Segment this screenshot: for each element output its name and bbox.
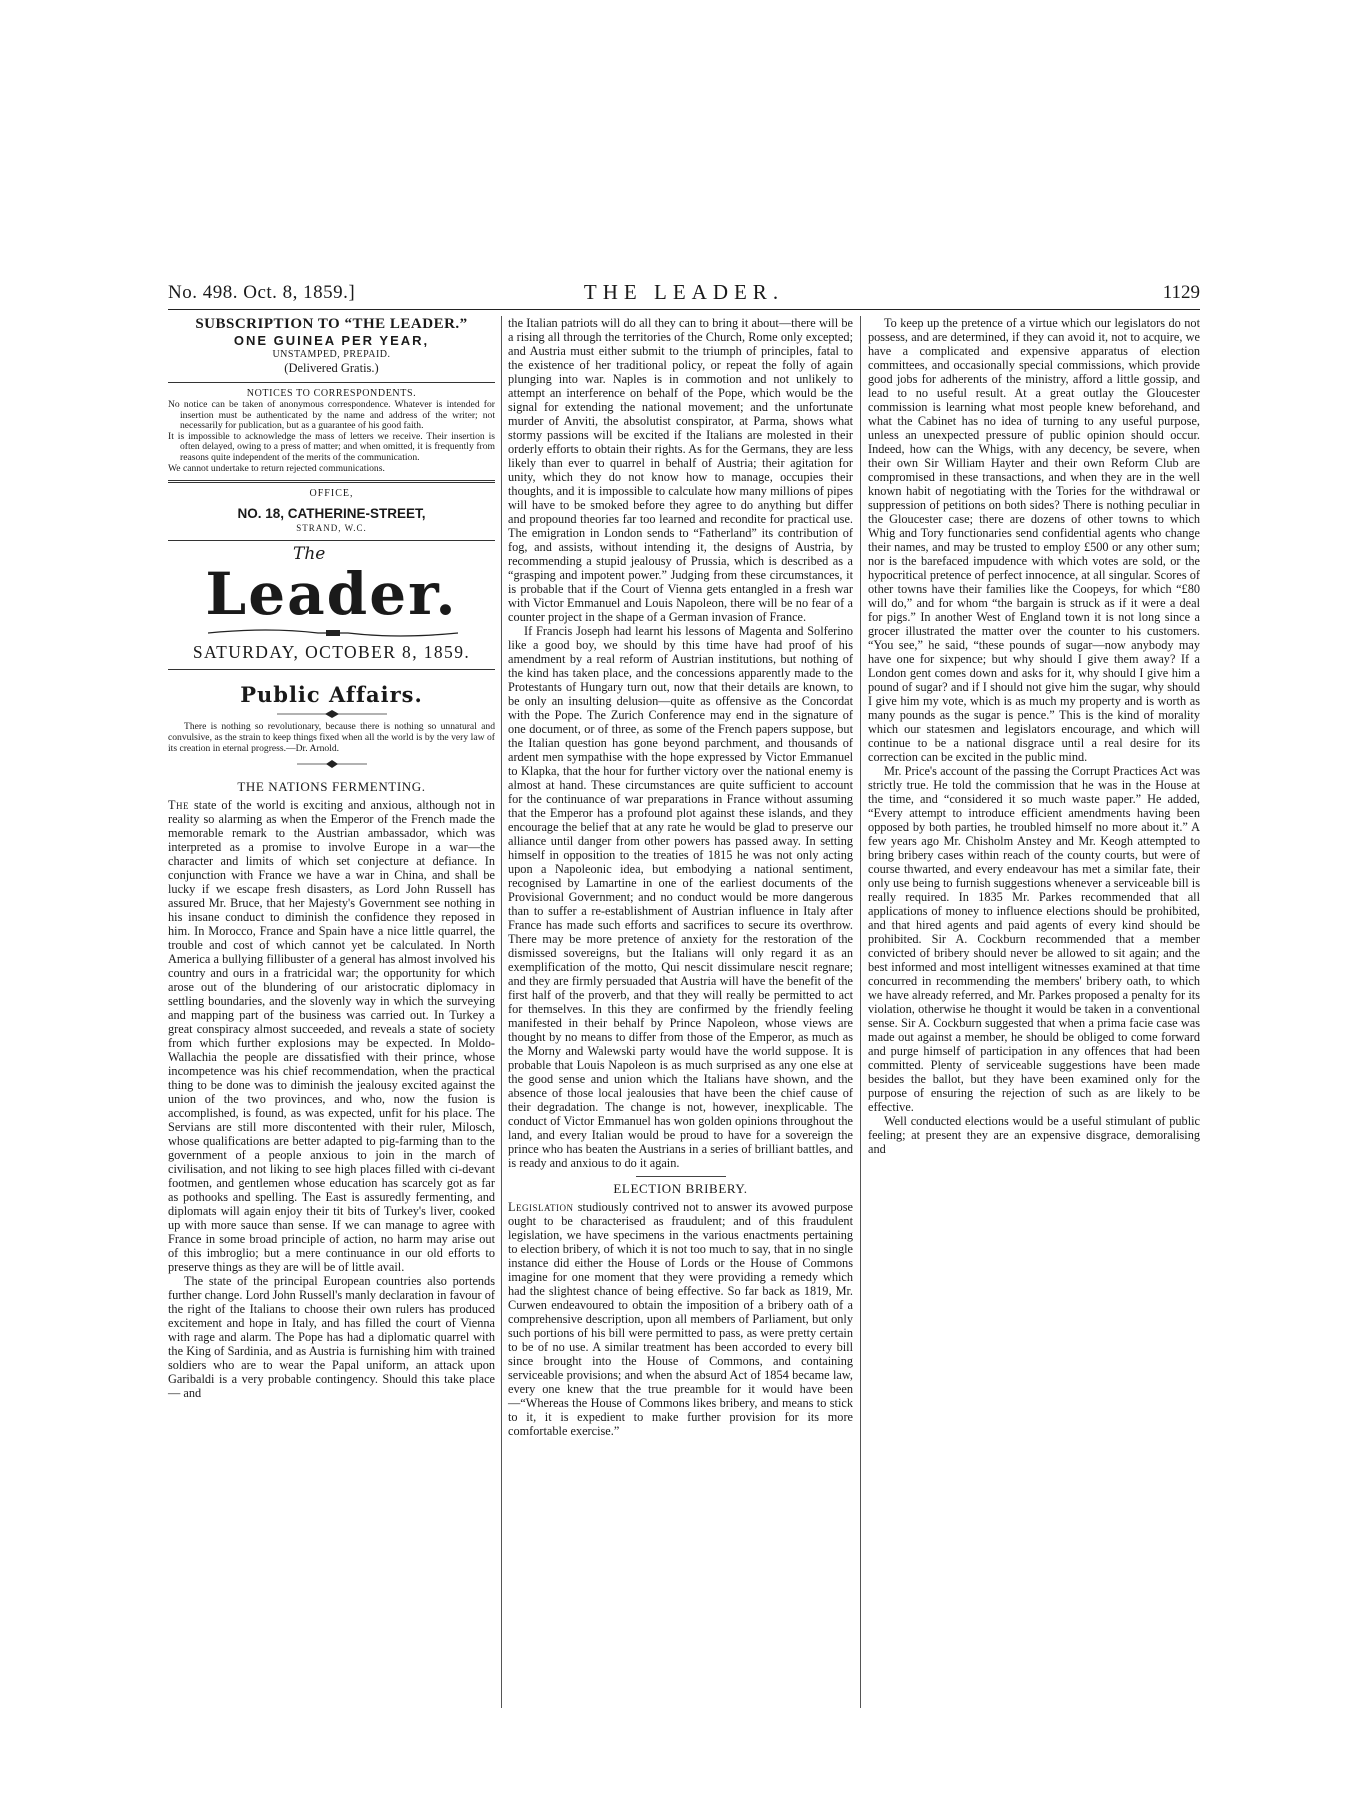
office-label: OFFICE,: [309, 488, 354, 500]
column-2: [508, 316, 853, 1438]
column-divider-1: [501, 316, 502, 1708]
notice-item: We cannot undertake to return rejected communications.: [168, 462, 385, 474]
section-title: Public Affairs.: [240, 682, 423, 708]
paragraph-text: studiously contrived not to answer its avowed purpose ought to be characterised as fraudulent; and of this fraudulent legislation, we have specimens in the various enactments pertaining to election bribery, of which it is not too much to say, that in no single instance did either the House of Lords or the House of Commons imagine for one moment that they were providing a remedy which had the slightest chance of being effective. So far back as 1819, Mr. Curwen endeavoured to obtain the imposition of a bribery oath of a comprehensive description, upon all members of Parliament, but only such portions of his bill were permitted to pass, as were pretty certain to be of no use. A similar treatment has been accorded to every bill since brought into the House of Commons, and containing serviceable provisions; and when the absurd Act of 1854 became law, every one knew that the true preamble for it would have been—“Whereas the House of Commons likes bribery, and means to stick to it, it is expedient to make further provision for its more comfortable exercise.”: [508, 1200, 853, 1438]
article-paragraph: The state of the principal European countries also portends further change. Lord John Russell's manly declaration in favour of the right of the Italians to choose their own rulers has produced excitement and hope in Italy, and has filled the court of Vienna with rage and alarm. The Pope has had a diplomatic quarrel with the King of Sardinia, and as Austria is furnishing him with trained soldiers who are to wear the Papal uniform, an attack upon Garibaldi is a very probable contingency. Should this take place — and: [168, 1274, 495, 1401]
issue-number: No. 498.: [168, 282, 238, 303]
article-paragraph: [168, 798, 495, 1274]
double-divider: [168, 480, 495, 483]
article-paragraph: Mr. Price's account of the passing the Corrupt Practices Act was strictly true. He told the commission that he was in the House at the time, and “considered it so much waste paper.” He added, “Every attempt to introduce efficient amendments having been opposed by both parties, he troubled himself no more about it.” A few years ago Mr. Chisholm Anstey and Mr. Keogh attempted to bring bribery cases within reach of the county courts, but were of course thwarted, and every endeavour has met a similar fate, their only use being to furnish suggestions whenever a serviceable bill is really required. In 1835 Mr. Parkes recommended that all applications of money to influence elections should be prohibited, and that hired agents and paid agents of every kind should be prohibited. Sir A. Cockburn recommended that a member convicted of bribery should never be allowed to sit again; and the best informed and most intelligent witnesses examined at that time concurred in recommending the members' bribery oath, to which we have already referred, and Mr. Parkes proposed a penalty for its violation, otherwise he thought it would be taken in a conventional sense. Sir A. Cockburn suggested that when a prima facie case was made out against a member, he should be obliged to come forward and purge himself of participation in any offences that had been committed. Plenty of serviceable suggestions have been made besides the ballot, but they have been examined only for the purpose of ensuring the rejection of such as are likely to be effective.: [868, 764, 1200, 1114]
subscription-title: SUBSCRIPTION TO “THE LEADER.”: [195, 316, 468, 332]
article-paragraph: the Italian patriots will do all they can to bring it about—there will be a rising all through the territories of the Church, Rome only excepted; and Austria must either submit to the triumph of principles, fatal to the existence of her traditional policy, or repeat the folly of again plunging into war. Naples is in commotion and not unlikely to attempt an interference on behalf of the Pope, which would be the signal for extending the national movement; and the unfortunate murder of Anviti, the absolutist conspirator, at Parma, shows what stormy passions will be excited if the Italians are molested in their orderly efforts to obtain their rights. As for the Germans, they are less likely than ever to quarrel in behalf of Austria; their agitation for unity, which they do not know how to manage, occupies their thoughts, and it is impossible to calculate how many millions of pipes will have to be smoked before they agree to do anything but differ and propound theories far too learned and recondite for practical use. The emigration in London sends to “Fatherland” its contribution of fog, and assists, without intending it, the designs of Austria, by recommending a stupid jealousy of Prussia, which is described as a “grasping and impotent power.” Judging from these circumstances, it is probable that if the Court of Vienna gets entangled in a fresh war with Victor Emmanuel and Louis Napoleon, there will be no fear of a counter project in the shape of a German invasion of France.: [508, 316, 853, 624]
masthead: [168, 282, 1200, 308]
divider: [168, 669, 495, 670]
masthead-date: Oct. 8, 1859.]: [243, 282, 356, 303]
divider: [168, 382, 495, 383]
flourish-ornament: [208, 627, 458, 639]
logo-leader: Leader.: [205, 560, 458, 629]
ornament-rule: [168, 710, 495, 721]
notice-item: No notice can be taken of anonymous correspondence. Whatever is intended for insertion must be authenticated by the name and address of the writer; not necessarily for publication, but as a guarantee of his good faith.: [168, 399, 495, 432]
office-strand: STRAND, W.C.: [296, 523, 367, 534]
article-paragraph: [508, 1200, 853, 1438]
notices-title: NOTICES TO CORRESPONDENTS.: [246, 388, 417, 399]
article-heading: THE NATIONS FERMENTING.: [237, 779, 426, 795]
leader-logo: [168, 544, 495, 639]
subscription-price: ONE GUINEA PER YEAR,: [233, 333, 430, 348]
lead-word: The: [168, 798, 190, 813]
ornament-rule: [168, 760, 495, 771]
ornament-icon: [297, 760, 367, 768]
divider: [168, 540, 495, 541]
logo-the: The: [293, 544, 326, 565]
notices-block: [168, 400, 495, 474]
article-heading: ELECTION BRIBERY.: [613, 1181, 748, 1196]
article-paragraph: To keep up the pretence of a virtue which our legislators do not possess, and are determined, if they can avoid it, not to acquire, we have a complicated and expensive apparatus of election committees, and occasionally special commissions, which provide good jobs for adherents of the ministry, afford a little gossip, and lead to no useful result. At a great outlay the Gloucester commission is learning what most people knew beforehand, and what the Cabinet has no idea of turning to any useful purpose, unless an unexpected pressure of public opinion should occur. Indeed, how can the Whigs, with any decency, be severe, when their own Sir William Hayter and their own Reform Club are compromised in these transactions, and when they are in the well known habit of negotiating with the Tories for the withdrawal or suppression of petitions on both sides? There is nothing peculiar in the Gloucester case; there are dozens of other towns to which Whig and Tory functionaries send confidential agents who change their names, and may be trusted to employ £500 or any other sum; nor is the barefaced impudence with which votes are sold, or the hypocritical pretence of perfect innocence, at all singular. Scores of other towns have their families like the Coopeys, for which “£80 will do,” and for whom “the bargain is struck as if it were a deal for pigs.” In another West of England town it is not long since a grocer illustrated the matter over the counter to his customers. “You see,” he said, “these pounds of sugar—now anybody may have one for sixpence; but why should I give them away? If a London gent comes down and asks for it, why should I give him a pound of sugar? and if I should not give him the sugar, why should I give him my vote, which is as much my property and is worth as many pounds as the sugar is pence.” This is the kind of morality which our statesmen and legislators encourage, and which will continue to be a national disgrace until a real desire for its correction can be excited in the public mind.: [868, 316, 1200, 764]
column-divider-2: [860, 316, 861, 1708]
masthead-title: THE LEADER.: [583, 280, 785, 304]
notice-item: It is impossible to acknowledge the mass of letters we receive. Their insertion is often delayed, owing to a press of matter; and when omitted, it is frequently from reasons quite independent of the merits of the communication.: [168, 430, 495, 463]
epigraph: There is nothing so revolutionary, because there is nothing so unnatural and convulsive, as the strain to keep things fixed when all the world is by the very law of its creation in eternal progress.—Dr. Arnold.: [168, 721, 495, 755]
ornament-icon: [277, 710, 387, 718]
column-3: [868, 316, 1200, 1156]
page-number: 1129: [1162, 282, 1200, 303]
article-paragraph: If Francis Joseph had learnt his lessons of Magenta and Solferino like a good boy, we should by this time have had proof of his amendment by a real reform of Austrian institutions, but nothing of the kind has taken place, and the concessions apparently made to the Protestants of Hungary turn out, now that their details are known, to be only an insulting delusion—quite as offensive as the Concordat with the Pope. The Zurich Conference may end in the signature of one document, or of three, as some of the French papers suppose, but the Italian question has gone beyond parchment, and thousands of ardent men sympathise with the hope expressed by Victor Emmanuel to Klapka, that the hour for further victory over the national enemy is almost at hand. These circumstances are quite sufficient to account for the continuance of war preparations in France without assuming that the Emperor has a profound plot against these islands, and they encourage the belief that at any rate he would be glad to preserve our alliance until danger from other powers has passed away. In setting himself in opposition to the treaties of 1815 he was not only acting upon a Napoleonic idea, but embodying a national sentiment, recognised by Lamartine in one of the earliest documents of the Provisional Government; and no conduct would be more dangerous than to suffer a re-establishment of Austrian influence in Italy after France has made such efforts and sacrifices to secure its overthrow. There may be more pretence of anxiety for the restoration of the dismissed sovereigns, but the Italians will only regard it as an exemplification of the motto, Qui nescit dissimulare nescit regnare; and they are firmly persuaded that Austria will have the benefit of the first half of the proverb, and that they will really be permitted to act for themselves. In this they are confirmed by the friendly feeling manifested in their behalf by Prince Napoleon, whose views are thought by no means to differ from those of the Emperor, as much as the Morny and Walewski party would have the world suppose. It is probable that Louis Napoleon is as much surprised as any one else at the good sense and union which the Italians have shown, and the absence of those local jealousies that have been the chief cause of their degradation. The change is not, however, inexplicable. The conduct of Victor Emmanuel has won golden opinions throughout the land, and every Italian would be proud to have for a sovereign the prince who has beaten the Austrians in a series of brilliant battles, and is ready and anxious to do it again.: [508, 624, 853, 1170]
office-address: NO. 18, CATHERINE-STREET,: [237, 506, 426, 522]
section-divider: [636, 1176, 726, 1177]
article-paragraph: Well conducted elections would be a useful stimulant of public feeling; at present they are an expensive disgrace, demoralising and: [868, 1114, 1200, 1156]
subscription-stamp: UNSTAMPED, PREPAID.: [272, 349, 391, 360]
column-1: [168, 316, 495, 1400]
lead-word: Legislation: [508, 1200, 574, 1214]
masthead-rule: [168, 309, 1200, 310]
subscription-delivered: (Delivered Gratis.): [284, 361, 379, 375]
issue-date: SATURDAY, OCTOBER 8, 1859.: [192, 642, 471, 663]
paragraph-text: state of the world is exciting and anxious, although not in reality so alarming as when the Emperor of the French made the memorable remark to the Austrian ambassador, which was interpreted as a promise to involve Europe in a war—the character and limits of which set conjecture at defiance. In conjunction with France we have a war in China, and shall be lucky if we escape fresh disasters, as Lord John Russell has assured Mr. Bruce, that her Majesty's Government see nothing in his insane conduct to diminish the confidence they reposed in him. In Morocco, France and Spain have a nice little quarrel, the trouble and cost of which cannot yet be calculated. In North America a bullying fillibuster of a general has almost involved his country and ours in a fratricidal war; the opportunity for which arose out of the blundering of our aristocratic diplomacy in settling boundaries, and the slovenly way in which the surveying and mapping part of the business was carried out. In Turkey a great conspiracy almost succeeded, and reveals a state of society from which further explosions may be expected. In Moldo-Wallachia the people are dissatisfied with their prince, whose incompetence was his chief recommendation, when the practical thing to be done was to diminish the jealousy excited against the union of the two provinces, and who, now the fusion is accomplished, is found, as was expected, unfit for his place. The Servians are still more discontented with their ruler, Milosch, whose qualifications are better adapted to pig-farming than to the government of a people anxious to join in the march of civilisation, and not liking to see high places filled with ci-devant footmen, and gentlemen whose education has scarcely got as far as pothooks and spelling. The East is assuredly fermenting, and diplomats will again enjoy their tit bits of Turkey's liver, cooked up with more sauce than sense. If we can manage to agree with France in some broad principle of action, no harm may arise out of this imbroglio; but a mere continuance in our old efforts to preserve things as they are will be of little avail.: [168, 798, 495, 1275]
